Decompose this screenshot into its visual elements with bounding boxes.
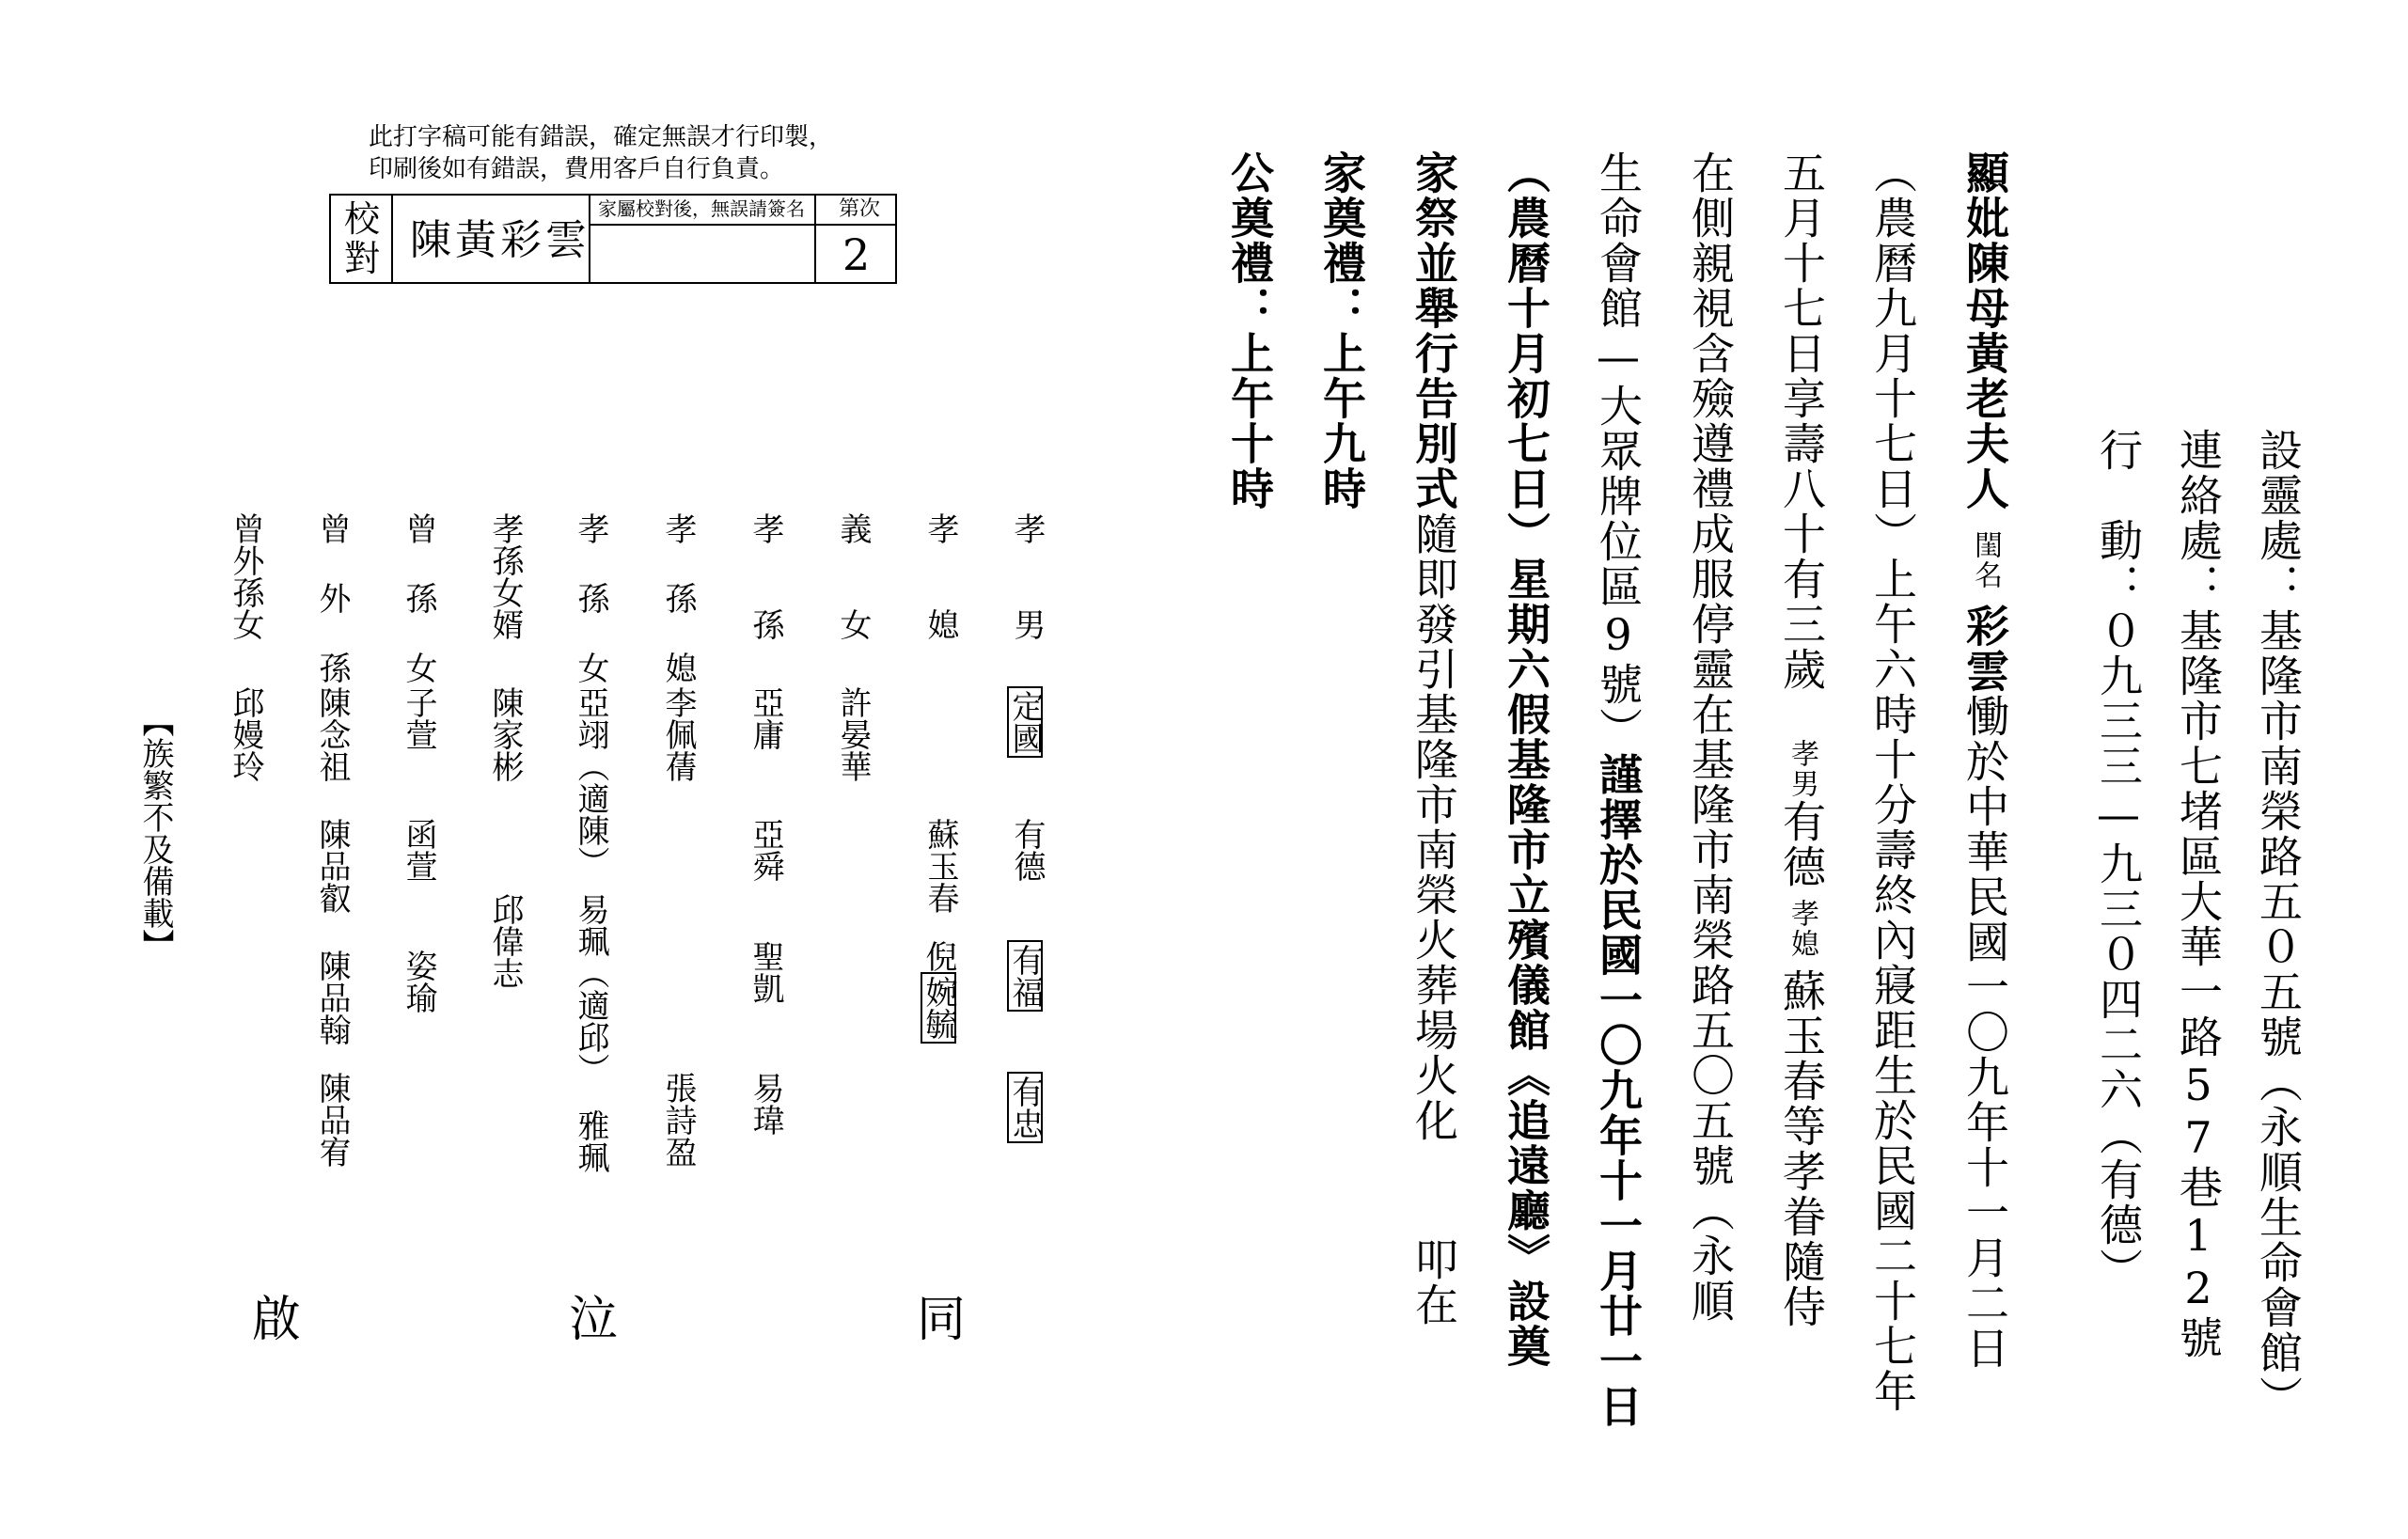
- family-role: 義 女: [834, 512, 872, 640]
- service-date: 謹擇於民國一〇九年十一月廿一日: [1593, 752, 1644, 1429]
- kou-zai-text: 叩在: [1409, 1237, 1459, 1327]
- ann-line-5: （農曆九月十七日）上午六時十分壽終內寢距生於民國二十七年: [1867, 150, 1918, 1414]
- family-name: 姿瑜: [400, 950, 437, 1013]
- family-role: 曾 外 孫: [313, 512, 351, 683]
- cremation-text: 隨即發引基隆市南榮火葬場火化: [1409, 511, 1459, 1143]
- ann-line-6: [1776, 150, 1827, 1329]
- proof-sign-note: 家屬校對後，無誤請簽名: [598, 197, 805, 220]
- proof-name-cell: [393, 196, 590, 282]
- ann-line-7: 在側親視含殮遵禮成服停靈在基隆市南榮路五〇五號（永順: [1685, 150, 1736, 1324]
- family-omission-note: 【族繁不及備載】: [136, 705, 174, 961]
- family-role: 孝 孫: [747, 512, 784, 640]
- closing-qi3: 啟: [252, 1292, 302, 1348]
- family-role: 孝孫女婿: [486, 512, 524, 640]
- family-name: 李佩蒨: [659, 686, 697, 782]
- proof-label-cell: [331, 196, 393, 282]
- family-name: 子萱: [400, 686, 437, 750]
- ann-line-contact: 連絡處：基隆市七堵區大華一路57巷12號: [2173, 428, 2224, 1360]
- family-name-part: 倪: [920, 940, 957, 972]
- family-name-boxed: 有忠: [1007, 1072, 1043, 1143]
- proof-edition-cell: [816, 196, 897, 282]
- ann-line-4: [1959, 150, 2010, 1371]
- proof-label-top: 校: [344, 198, 381, 240]
- memorial-hall-text: 生命會館—大眾牌位區9號）: [1593, 150, 1644, 752]
- family-role: 孝 孫 媳: [659, 512, 697, 683]
- family-role: 曾 孫 女: [400, 512, 437, 683]
- deceased-title: 顯妣陳母黃老夫人: [1959, 150, 2010, 511]
- proof-notice-line1: 此打字稿可能有錯誤，確定無誤才行印製，: [369, 123, 834, 151]
- proof-edition-value: 2: [842, 229, 871, 280]
- family-name: 許晏華: [834, 686, 872, 782]
- family-name: 陳家彬: [486, 686, 524, 782]
- family-name: 邱嫚玲: [227, 686, 264, 782]
- proof-label-bottom: 對: [344, 238, 381, 279]
- family-name: 函萱: [400, 818, 437, 882]
- gui-label: 閨名: [1969, 530, 2002, 590]
- proof-signature-cell[interactable]: [590, 196, 816, 282]
- ann-line-10: [1409, 150, 1459, 1327]
- family-name: 陳品宥: [313, 1072, 351, 1168]
- family-name: 有德: [1008, 818, 1046, 882]
- ann-line-9: （農曆十月初七日）星期六假基隆市立殯儀館《追遠廳》設奠: [1501, 150, 1551, 1369]
- son-label: 孝男: [1786, 739, 1818, 799]
- wife-label: 孝媳: [1786, 899, 1818, 959]
- family-name: 邱偉志: [486, 893, 524, 989]
- family-name: 亞庸: [747, 686, 784, 750]
- ann-line-8: [1593, 150, 1644, 1429]
- family-name: 陳品翰: [313, 950, 351, 1045]
- family-name: 易珮（適邱）: [572, 893, 609, 1085]
- proof-name: 陳黃彩雲: [410, 216, 590, 264]
- family-role: 孝 媳: [921, 512, 959, 640]
- closing-tong: 同: [917, 1292, 967, 1348]
- ann-line-location: 設靈處：基隆市南榮路五０五號（永順生命會館）: [2253, 428, 2304, 1421]
- family-rite-time: 家奠禮：上午九時: [1316, 150, 1367, 511]
- family-name: 聖凱: [747, 940, 784, 1004]
- deceased-name: 彩雲: [1959, 604, 2010, 694]
- family-role: 孝 男: [1008, 512, 1046, 640]
- son-name: 有德: [1776, 799, 1827, 889]
- public-rite-time: 公奠禮：上午十時: [1224, 150, 1275, 511]
- family-name: 張詩盈: [659, 1072, 697, 1168]
- family-name: 陳品叡: [313, 818, 351, 914]
- family-name: 易瑋: [747, 1072, 784, 1136]
- proof-edition-label: 第次: [839, 197, 881, 221]
- family-role: 曾外孫女: [227, 512, 264, 640]
- family-name-boxed: 定國: [1007, 686, 1043, 758]
- family-name: 陳念祖: [313, 686, 351, 782]
- proof-box: [329, 194, 897, 284]
- proof-notice-line2: 印刷後如有錯誤，費用客戶自行負責。: [369, 155, 785, 183]
- passing-date: 慟於中華民國一〇九年十一月二日: [1959, 694, 2010, 1371]
- attendants-text: 蘇玉春等孝眷隨侍: [1776, 968, 1827, 1329]
- ann-line-phone: 行 動：０九三三—九三０四二六（有德）: [2093, 428, 2144, 1293]
- family-name: 雅珮: [572, 1109, 609, 1173]
- family-name: 亞舜: [747, 818, 784, 882]
- family-role: 孝 孫 女: [572, 512, 609, 683]
- age-text: 五月十七日享壽八十有三歲: [1776, 150, 1827, 692]
- family-name-boxed: 婉毓: [921, 972, 956, 1044]
- family-name: 亞翊（適陳）: [572, 686, 609, 878]
- closing-qi: 泣: [569, 1292, 619, 1348]
- ceremony-text: 家祭並舉行告別式: [1409, 150, 1459, 511]
- family-name-boxed: 有福: [1007, 940, 1043, 1012]
- family-name-mixed: [921, 940, 956, 1044]
- family-name: 蘇玉春: [921, 818, 959, 914]
